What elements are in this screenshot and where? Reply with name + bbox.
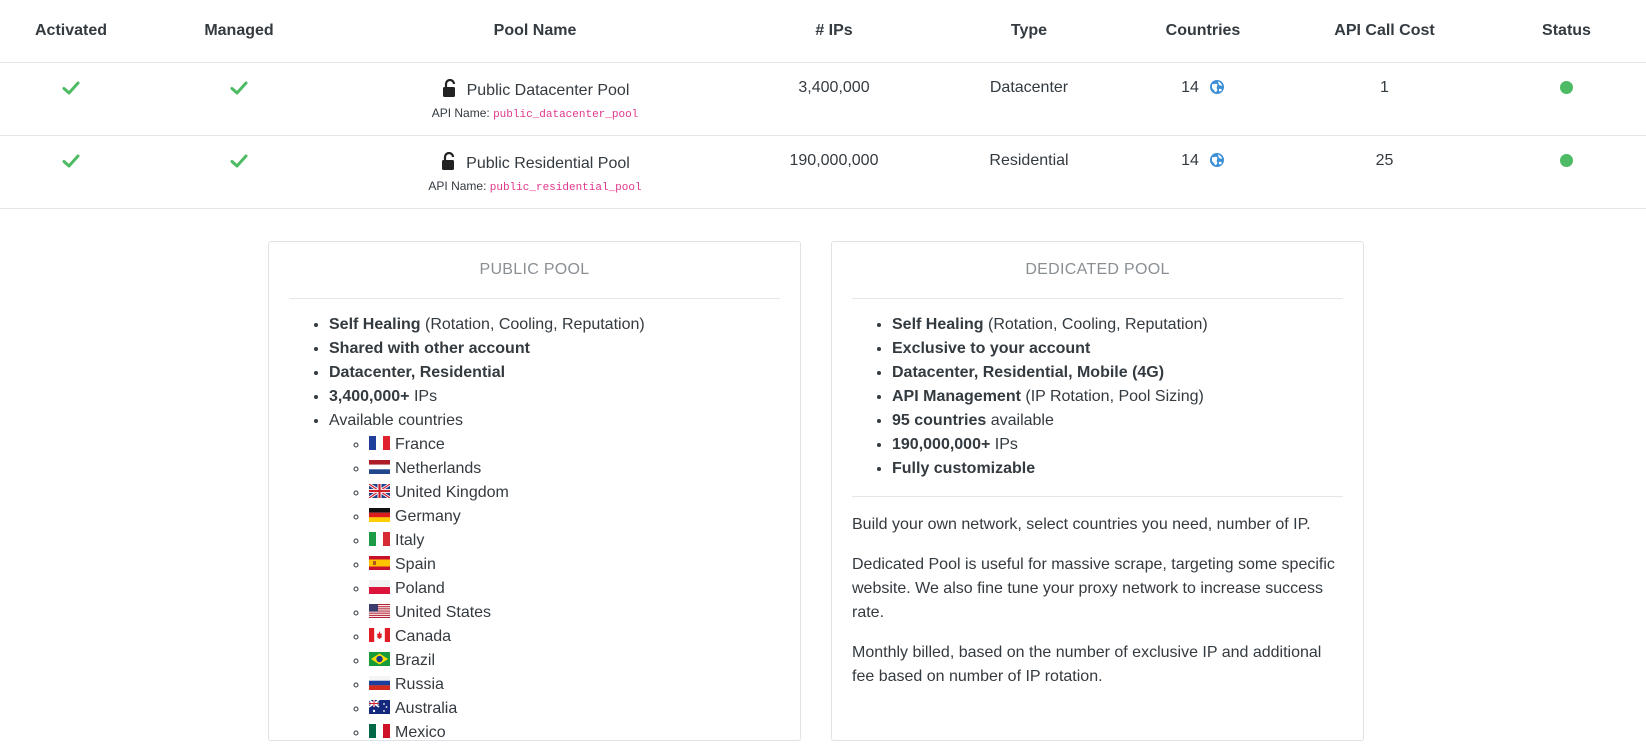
divider [852,496,1343,497]
feature-item: • Exclusive to your account [892,337,1343,361]
country-item: ◦ United Kingdom [369,481,780,505]
flag-icon [369,700,390,714]
feature-item: • 190,000,000+ IPs [892,433,1343,457]
check-icon [62,79,80,97]
feature-item: • Available countries ◦ France ◦ Netherlands ◦ United Kingdom ◦ Germany ◦ Italy ◦ Spain ◦ Poland ◦ United States ◦ Canada ◦ Brazil ◦ Russia ◦ Australia ◦ Mexico [329,409,780,745]
dedicated-description: Monthly billed, based on the number of exclusive IP and additional fee based on number of IP rotation. [852,644,1322,685]
api-cost-cell: 1 [1282,62,1487,135]
public-pool-features [289,313,780,745]
header-activated[interactable]: Activated [0,0,142,62]
managed-cell [142,135,336,208]
flag-icon [369,508,390,522]
country-item: ◦ Russia [369,673,780,697]
feature-item: • Shared with other account [329,337,780,361]
header-api-cost[interactable]: API Call Cost [1282,0,1487,62]
status-cell [1487,135,1646,208]
countries-cell [1124,62,1282,135]
feature-item: • Self Healing (Rotation, Cooling, Reputation) [892,313,1343,337]
country-item: ◦ Spain [369,553,780,577]
activated-cell [0,62,142,135]
country-list [329,433,780,745]
api-name-label: API Name: [428,178,487,193]
feature-item: • API Management (IP Rotation, Pool Sizing) [892,385,1343,409]
flag-icon [369,436,390,450]
country-item: ◦ Mexico [369,721,780,745]
country-item: ◦ Netherlands [369,457,780,481]
public-pool-card [268,241,801,741]
feature-item: • Datacenter, Residential, Mobile (4G) [892,361,1343,385]
status-dot-icon [1560,154,1573,167]
dedicated-description: Build your own network, select countries you need, number of IP. [852,516,1311,533]
feature-item: • 3,400,000+ IPs [329,385,780,409]
flag-icon [369,724,390,738]
pool-table [0,0,1646,209]
pool-name-cell [336,135,734,208]
lock-open-icon [440,152,458,171]
country-item: ◦ United States [369,601,780,625]
country-item: ◦ Poland [369,577,780,601]
globe-icon[interactable] [1209,79,1225,95]
country-item: ◦ Australia [369,697,780,721]
status-dot-icon [1560,81,1573,94]
type-cell: Datacenter [934,62,1124,135]
ips-cell: 3,400,000 [734,62,934,135]
feature-item: • 95 countries available [892,409,1343,433]
pool-name-cell [336,62,734,135]
status-cell [1487,62,1646,135]
dedicated-pool-card [831,241,1364,741]
pool-name[interactable]: Public Residential Pool [466,154,630,172]
api-name-code: public_residential_pool [489,181,642,194]
flag-icon [369,580,390,594]
flag-icon [369,556,390,570]
flag-icon [369,628,390,642]
api-cost-cell: 25 [1282,135,1487,208]
header-countries[interactable]: Countries [1124,0,1282,62]
lock-open-icon [441,79,459,98]
pool-name[interactable]: Public Datacenter Pool [466,81,630,99]
dedicated-pool-features [852,313,1343,481]
dedicated-pool-title: DEDICATED POOL [852,242,1343,299]
country-item: ◦ Brazil [369,649,780,673]
activated-cell [0,135,142,208]
dedicated-description: Dedicated Pool is useful for massive scrape, targeting some specific website. We also fine tune your proxy network to increase success rate. [852,556,1335,621]
api-name-label: API Name: [431,105,490,120]
header-managed[interactable]: Managed [142,0,336,62]
table-row[interactable] [0,135,1646,208]
flag-icon [369,460,390,474]
flag-icon [369,532,390,546]
flag-icon [369,676,390,690]
country-item: ◦ France [369,433,780,457]
ips-cell: 190,000,000 [734,135,934,208]
feature-item: • Fully customizable [892,457,1343,481]
public-pool-title: PUBLIC POOL [289,242,780,299]
pool-cards [268,241,1366,741]
countries-cell [1124,135,1282,208]
table-row[interactable] [0,62,1646,135]
flag-icon [369,484,390,498]
check-icon [230,152,248,170]
countries-count: 14 [1181,78,1199,96]
country-item: ◦ Canada [369,625,780,649]
countries-count: 14 [1181,151,1199,169]
header-pool-name[interactable]: Pool Name [336,0,734,62]
country-item: ◦ Italy [369,529,780,553]
feature-item: • Self Healing (Rotation, Cooling, Reputation) [329,313,780,337]
api-name-code: public_datacenter_pool [493,108,639,121]
header-status[interactable]: Status [1487,0,1646,62]
feature-item: • Datacenter, Residential [329,361,780,385]
table-header-row [0,0,1646,62]
check-icon [62,152,80,170]
country-item: ◦ Germany [369,505,780,529]
flag-icon [369,604,390,618]
type-cell: Residential [934,135,1124,208]
managed-cell [142,62,336,135]
header-type[interactable]: Type [934,0,1124,62]
flag-icon [369,652,390,666]
check-icon [230,79,248,97]
header-ips[interactable]: # IPs [734,0,934,62]
globe-icon[interactable] [1209,152,1225,168]
